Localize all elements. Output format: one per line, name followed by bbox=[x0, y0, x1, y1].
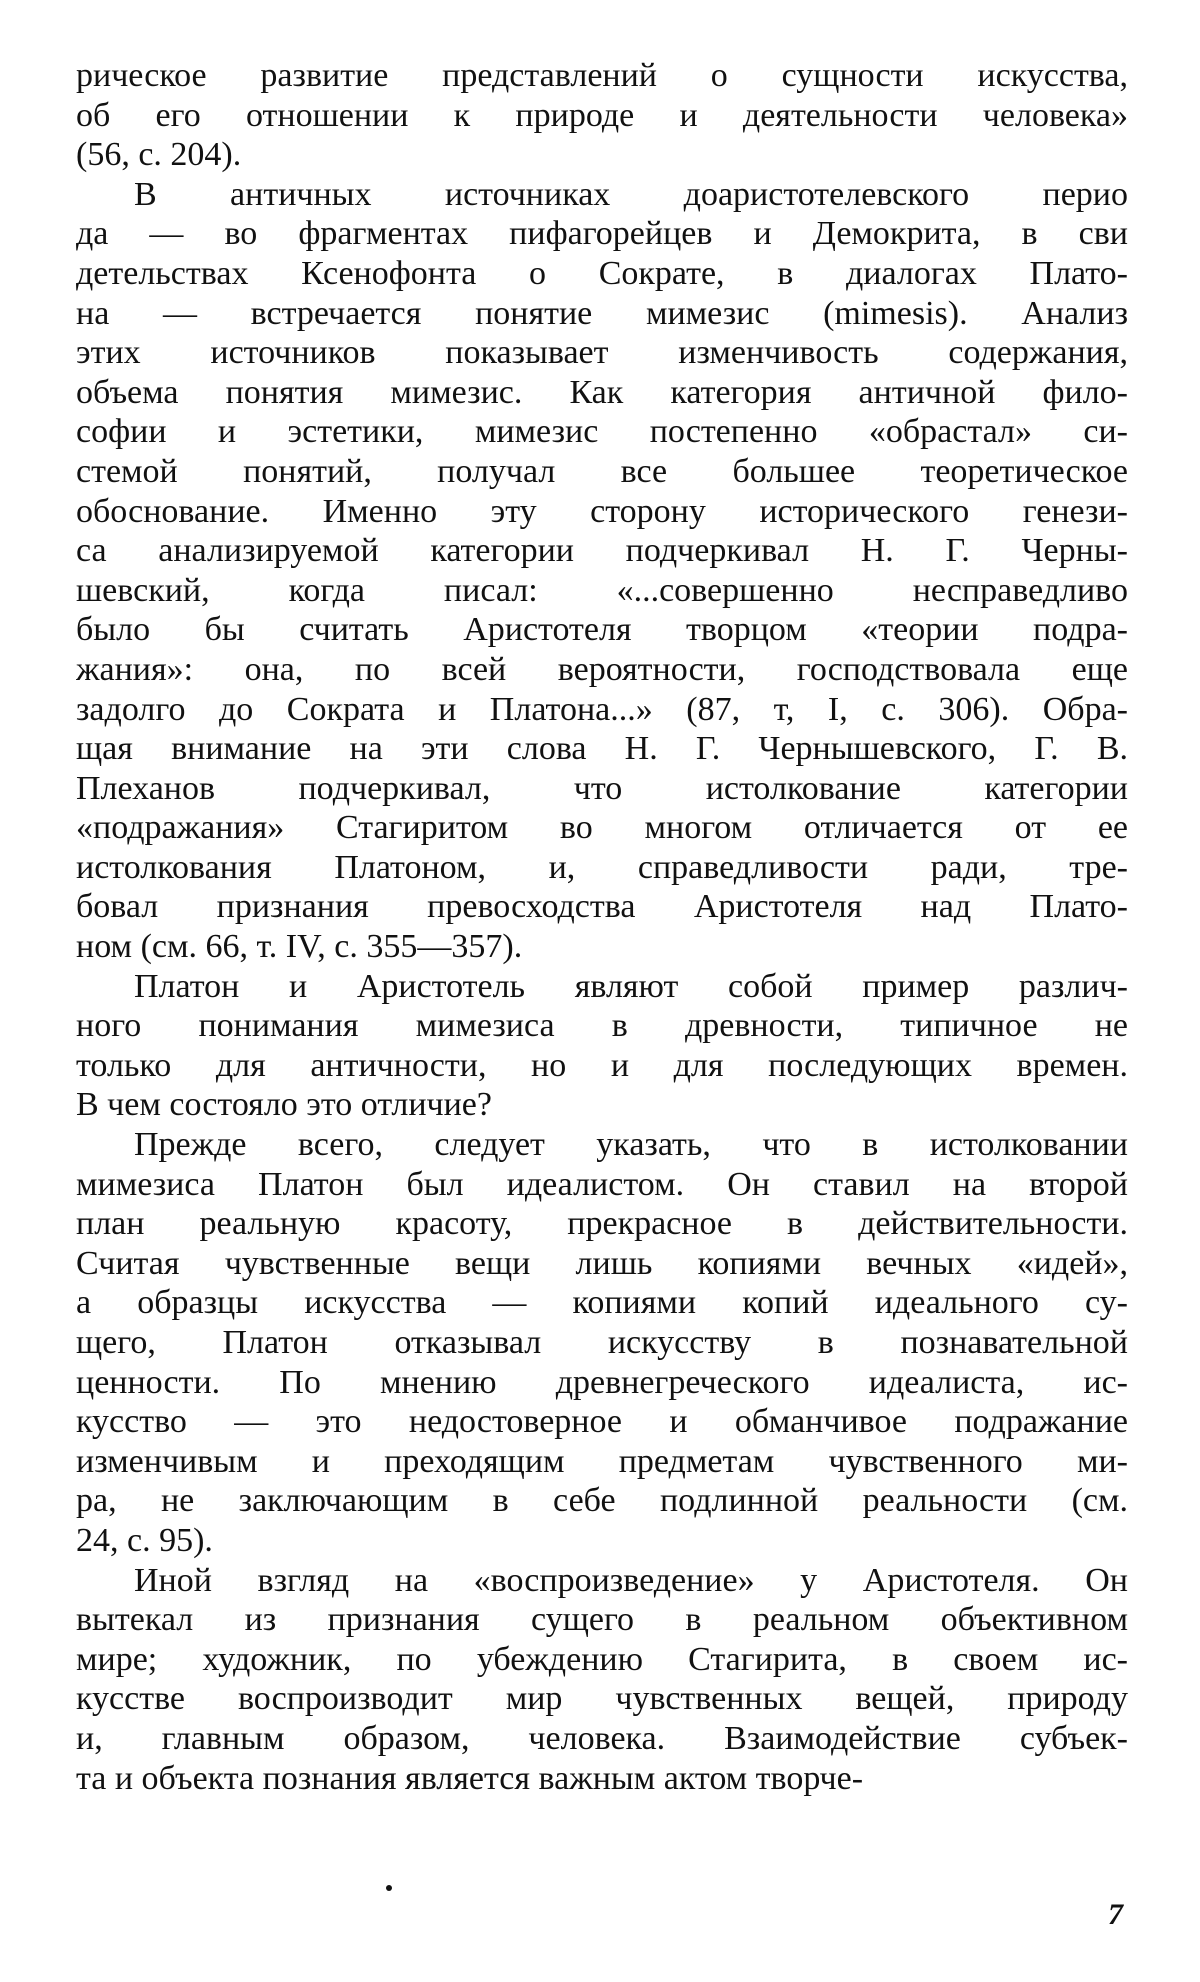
text-line: было бы считать Аристотеля творцом «теории подра- bbox=[76, 611, 1128, 649]
text-line: объема понятия мимезис. Как категория античной фило- bbox=[76, 373, 1128, 411]
text-line: щая внимание на эти слова Н. Г. Чернышевского, Г. В. bbox=[76, 730, 1128, 768]
text-line: план реальную красоту, прекрасное в действительности. bbox=[76, 1205, 1128, 1243]
paragraph bbox=[76, 967, 1128, 1125]
text-line: Платон и Аристотель являют собой пример различ- bbox=[134, 967, 1128, 1005]
text-line: истолкования Платоном, и, справедливости ради, тре- bbox=[76, 848, 1128, 886]
text-line: вытекал из признания сущего в реальном объективном bbox=[76, 1601, 1128, 1639]
text-line: кусство — это недостоверное и обманчивое подражание bbox=[76, 1403, 1128, 1441]
text-line: ном (см. 66, т. IV, с. 355—357). bbox=[76, 928, 523, 966]
text-line: на — встречается понятие мимезис (mimesis). Анализ bbox=[76, 294, 1128, 332]
text-line: щего, Платон отказывал искусству в познавательной bbox=[76, 1324, 1128, 1361]
text-line: детельствах Ксенофонта о Сократе, в диалогах Плато- bbox=[76, 254, 1128, 292]
text-line: Плеханов подчеркивал, что истолкование категории bbox=[76, 769, 1128, 807]
paragraph bbox=[76, 56, 1128, 175]
text-line: Считая чувственные вещи лишь копиями вечных «идей», bbox=[76, 1244, 1128, 1282]
text-line: Иной взгляд на «воспроизведение» у Аристотеля. Он bbox=[134, 1561, 1128, 1599]
text-line: са анализируемой категории подчеркивал Н. Г. Черны- bbox=[76, 532, 1128, 570]
text-line: только для античности, но и для последующих времен. bbox=[76, 1046, 1128, 1084]
text-line: ного понимания мимезиса в древности, типичное не bbox=[76, 1007, 1128, 1045]
page-number: 7 bbox=[1108, 1898, 1123, 1931]
text-line: ценности. По мнению древнегреческого идеалиста, ис- bbox=[76, 1363, 1128, 1401]
text-line: а образцы искусства — копиями копий идеального су- bbox=[76, 1284, 1128, 1322]
text-line: софии и эстетики, мимезис постепенно «обрастал» си- bbox=[76, 413, 1128, 451]
text-line: об его отношении к природе и деятельности человека» bbox=[76, 96, 1128, 134]
text-line: ра, не заключающим в себе подлинной реальности (см. bbox=[76, 1482, 1128, 1520]
text-line: задолго до Сократа и Платона...» (87, т, I, с. 306). Обра- bbox=[76, 690, 1128, 728]
text-line: бовал признания превосходства Аристотеля над Плато- bbox=[76, 888, 1128, 926]
text-line: мире; художник, по убеждению Стагирита, в своем ис- bbox=[76, 1640, 1128, 1678]
text-line: (56, с. 204). bbox=[76, 136, 242, 174]
text-line: да — во фрагментах пифагорейцев и Демокрита, в сви bbox=[76, 215, 1128, 253]
text-line: мимезиса Платон был идеалистом. Он ставил на второй bbox=[76, 1165, 1128, 1203]
paragraph bbox=[76, 175, 1128, 967]
text-line: и, главным образом, человека. Взаимодействие субъек- bbox=[76, 1719, 1128, 1757]
paragraph bbox=[76, 1125, 1128, 1561]
paragraph bbox=[76, 1561, 1128, 1799]
body-text bbox=[76, 56, 1128, 1798]
text-line: В античных источниках доаристотелевского перио bbox=[134, 175, 1128, 213]
text-line: этих источников показывает изменчивость содержания, bbox=[76, 334, 1128, 372]
text-line: обоснование. Именно эту сторону исторического генези- bbox=[76, 492, 1128, 530]
text-line: стемой понятий, получал все большее теоретическое bbox=[76, 452, 1128, 490]
text-line: рическое развитие представлений о сущности искусства, bbox=[76, 57, 1128, 94]
text-line: В чем состояло это отличие? bbox=[76, 1086, 492, 1124]
text-line: кусстве воспроизводит мир чувственных вещей, природу bbox=[76, 1680, 1128, 1718]
text-line: жания»: она, по всей вероятности, господствовала еще bbox=[76, 650, 1128, 688]
print-speck bbox=[386, 1885, 392, 1891]
text-line: шевский, когда писал: «...совершенно несправедливо bbox=[76, 571, 1128, 609]
text-line: 24, с. 95). bbox=[76, 1521, 213, 1559]
text-line: та и объекта познания является важным актом творче- bbox=[76, 1759, 864, 1797]
text-line: «подражания» Стагиритом во многом отличается от ее bbox=[76, 809, 1128, 847]
text-line: Прежде всего, следует указать, что в истолковании bbox=[134, 1126, 1128, 1164]
text-line: изменчивым и преходящим предметам чувственного ми- bbox=[76, 1442, 1128, 1480]
